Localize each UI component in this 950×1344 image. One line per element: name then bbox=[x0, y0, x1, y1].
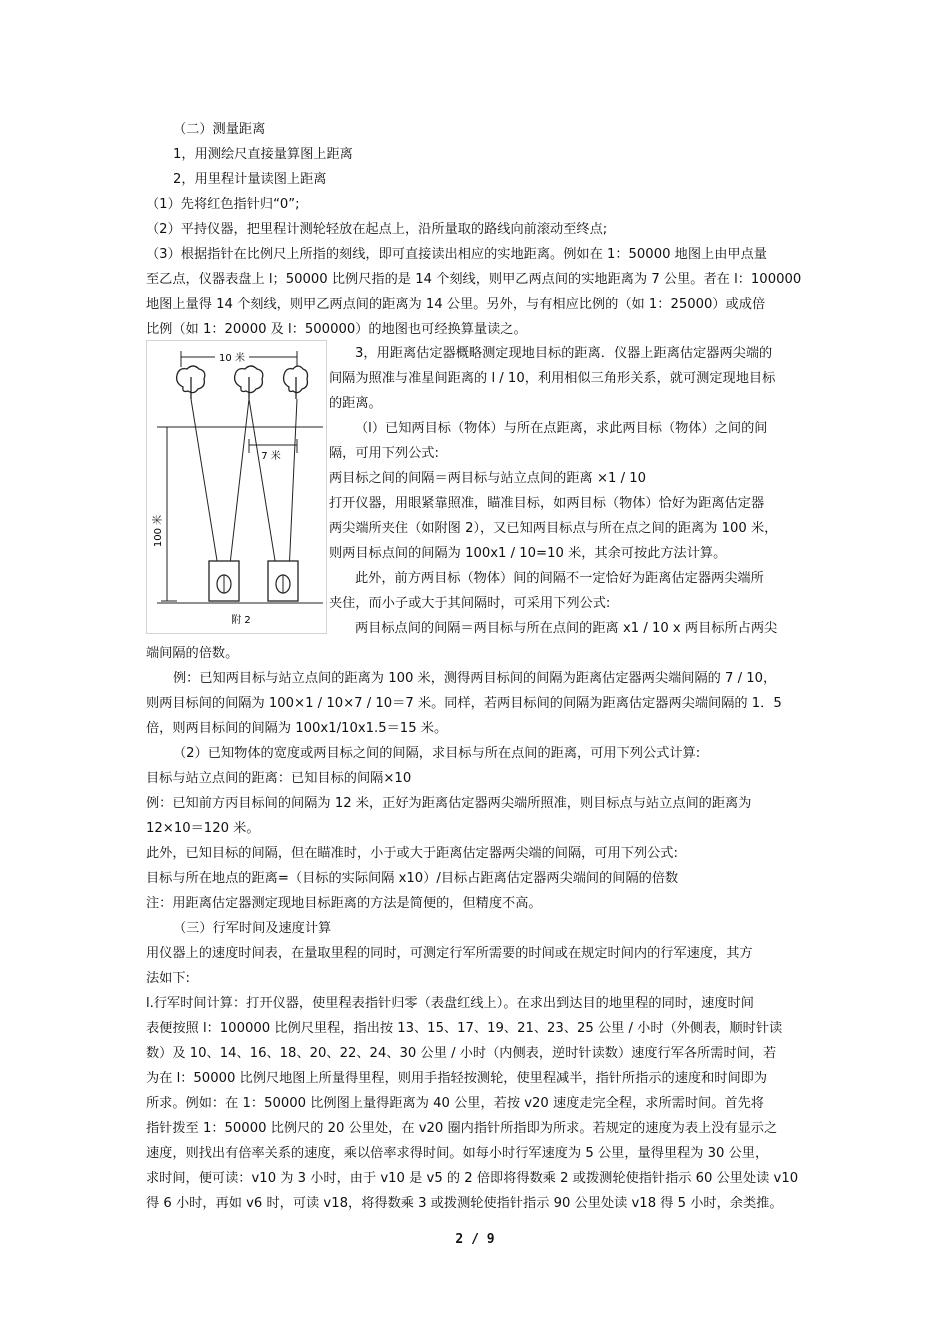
tree-icon bbox=[284, 366, 308, 399]
text-line: 则两目标点间的间隔为 100x1 / 10=10 米，其余可按此方法计算。 bbox=[329, 546, 727, 561]
figure-drawing bbox=[147, 341, 326, 633]
text-line: 隔，可用下列公式: bbox=[329, 446, 439, 461]
text-line: 此外，前方两目标（物体）间的间隔不一定恰好为距离估定器两尖端所 bbox=[355, 571, 764, 586]
text-line: 所求。例如：在 1：50000 比例图上量得距离为 40 公里，若按 v20 速度走完全程，求所需时间。首先将 bbox=[146, 1096, 764, 1111]
note-line: 注：用距离估定器测定现地目标距离的方法是简便的，但精度不高。 bbox=[146, 896, 542, 911]
text-line: 端间隔的倍数。 bbox=[146, 646, 239, 661]
text-line: 夹住，而小子或大于其间隔时，可采用下列公式: bbox=[329, 596, 611, 611]
text-line: 比例（如 1：20000 及 l：500000）的地图也可经换算量读之。 bbox=[146, 322, 527, 337]
figure-caption: 附 2 bbox=[231, 615, 251, 626]
text-line: 打开仪器，用眼紧靠照准，瞄准目标，如两目标（物体）恰好为距离估定器 bbox=[329, 496, 765, 511]
text-line: 至乙点，仪器表盘上 l；50000 比例尺指的是 14 个刻线，则甲乙两点间的实地距离为 7 公里。者在 l：100000 bbox=[146, 272, 802, 287]
text-line: 1，用测绘尺直接量算图上距离 bbox=[173, 147, 353, 162]
distance-estimator-figure bbox=[146, 340, 327, 634]
figure-label-width: 10 米 bbox=[219, 353, 245, 364]
text-line: 倍，则两目标间的间隔为 100x1/10x1.5＝15 米。 bbox=[146, 721, 448, 736]
text-line: （2）平持仪器，把里程计测轮轻放在起点上，沿所量取的路线向前滚动至终点; bbox=[146, 222, 608, 237]
formula-line: 两目标之间的间隔＝两目标与站立点间的距离 ×1 / 10 bbox=[329, 471, 646, 486]
tree-icon bbox=[235, 366, 263, 399]
text-line: 用仪器上的速度时间表，在量取里程的同时，可测定行军所需要的时间或在规定时间内的行军速度，其方 bbox=[146, 946, 753, 961]
section-heading: （三）行军时间及速度计算 bbox=[173, 921, 332, 936]
text-line: 此外，已知目标的间隔，但在瞄准时，小于或大于距离估定器两尖端的间隔，可用下列公式: bbox=[146, 846, 678, 861]
text-line: 地图上量得 14 个刻线，则甲乙两点间的距离为 14 公里。另外，与有相应比例的（如 1：25000）或成倍 bbox=[146, 297, 766, 312]
text-line: 例：已知两目标与站立点间的距离为 100 米，测得两目标间的间隔为距离估定器两尖端间隔的 7 / 10， bbox=[173, 671, 777, 686]
text-line: 表便按照 l：100000 比例尺里程，指出按 13、15、17、19、21、23、25 公里 / 小时（外侧表，顺时针读 bbox=[146, 1021, 783, 1036]
text-line: 的距离。 bbox=[329, 396, 382, 411]
text-line: （2）已知物体的宽度或两目标之间的间隔，求目标与所在点间的距离，可用下列公式计算: bbox=[173, 746, 701, 761]
page-number: 2 / 9 bbox=[455, 1232, 495, 1247]
text-line: 12×10＝120 米。 bbox=[146, 821, 260, 836]
text-line: 两尖端所夹住（如附图 2），又已知两目标点与所在点之间的距离为 100 米， bbox=[329, 521, 778, 536]
section-heading: （二）测量距离 bbox=[173, 122, 266, 137]
figure-label-distance: 100 米 bbox=[153, 514, 164, 548]
text-line: 为在 l：50000 比例尺地图上所量得里程，则用手指轻按测轮，使里程减半，指针所指示的速度和时间即为 bbox=[146, 1071, 768, 1086]
text-line: 速度，则找出有倍率关系的速度，乘以倍率求得时间。如每小时行军速度为 5 公里，量得里程为 30 公里， bbox=[146, 1146, 769, 1161]
text-line: 数）及 10、14、16、18、20、22、24、30 公里 / 小时（内侧表，逆时针读数）速度行军各所需时间，若 bbox=[146, 1046, 777, 1061]
text-line: 3，用距离估定器概略测定现地目标的距离．仪器上距离估定器两尖端的 bbox=[355, 346, 773, 361]
text-line: l.行军时间计算：打开仪器，使里程表指针归零（表盘红线上）。在求出到达目的地里程的同时，速度时间 bbox=[146, 996, 754, 1011]
text-line: 间隔为照准与准星间距离的 l / 10，利用相似三角形关系，就可测定现地目标 bbox=[329, 371, 776, 386]
figure-label-gap: 7 米 bbox=[261, 451, 281, 462]
text-line: （3）根据指针在比例尺上所指的刻线，即可直接读出相应的实地距离。例如在 1：50000 地图上由甲点量 bbox=[146, 247, 767, 262]
tree-icon bbox=[177, 366, 205, 399]
text-line: 指针拨至 1：50000 比例尺的 20 公里处，在 v20 圈内指针所指即为所求。若规定的速度为表上没有显示之 bbox=[146, 1121, 778, 1136]
text-line: 求时间，便可读：v10 为 3 小时，由于 v10 是 v5 的 2 倍即将得数乘 2 或拨测轮使指针指示 60 公里处读 v10 bbox=[146, 1171, 799, 1186]
formula-line: 目标与站立点间的距离：已知目标的间隔×10 bbox=[146, 771, 412, 786]
text-line: 得 6 小时，再如 v6 时，可读 v18，将得数乘 3 或拨测轮使指针指示 90 公里处读 v18 得 5 小时，余类推。 bbox=[146, 1196, 783, 1211]
formula-line: 目标与所在地点的距离=（目标的实际间隔 x10）/目标占距离估定器两尖端间的间隔的倍数 bbox=[146, 871, 679, 886]
text-line: 2，用里程计量读图上距离 bbox=[173, 172, 327, 187]
formula-line: 两目标点间的间隔＝两目标与所在点间的距离 x1 / 10 x 两目标所占两尖 bbox=[355, 621, 778, 636]
text-line: 则两目标间的间隔为 100×1 / 10×7 / 10＝7 米。同样，若两目标间的间隔为距离估定器两尖端间隔的 1．5 bbox=[146, 696, 782, 711]
text-line: 法如下: bbox=[146, 971, 191, 986]
text-line: （1）先将红色指针归“0”; bbox=[146, 197, 300, 212]
text-line: （l）已知两目标（物体）与所在点距离，求此两目标（物体）之间的间 bbox=[355, 421, 768, 436]
text-line: 例：已知前方丙目标间的间隔为 12 米，正好为距离估定器两尖端所照准，则目标点与站立点间的距离为 bbox=[146, 796, 752, 811]
